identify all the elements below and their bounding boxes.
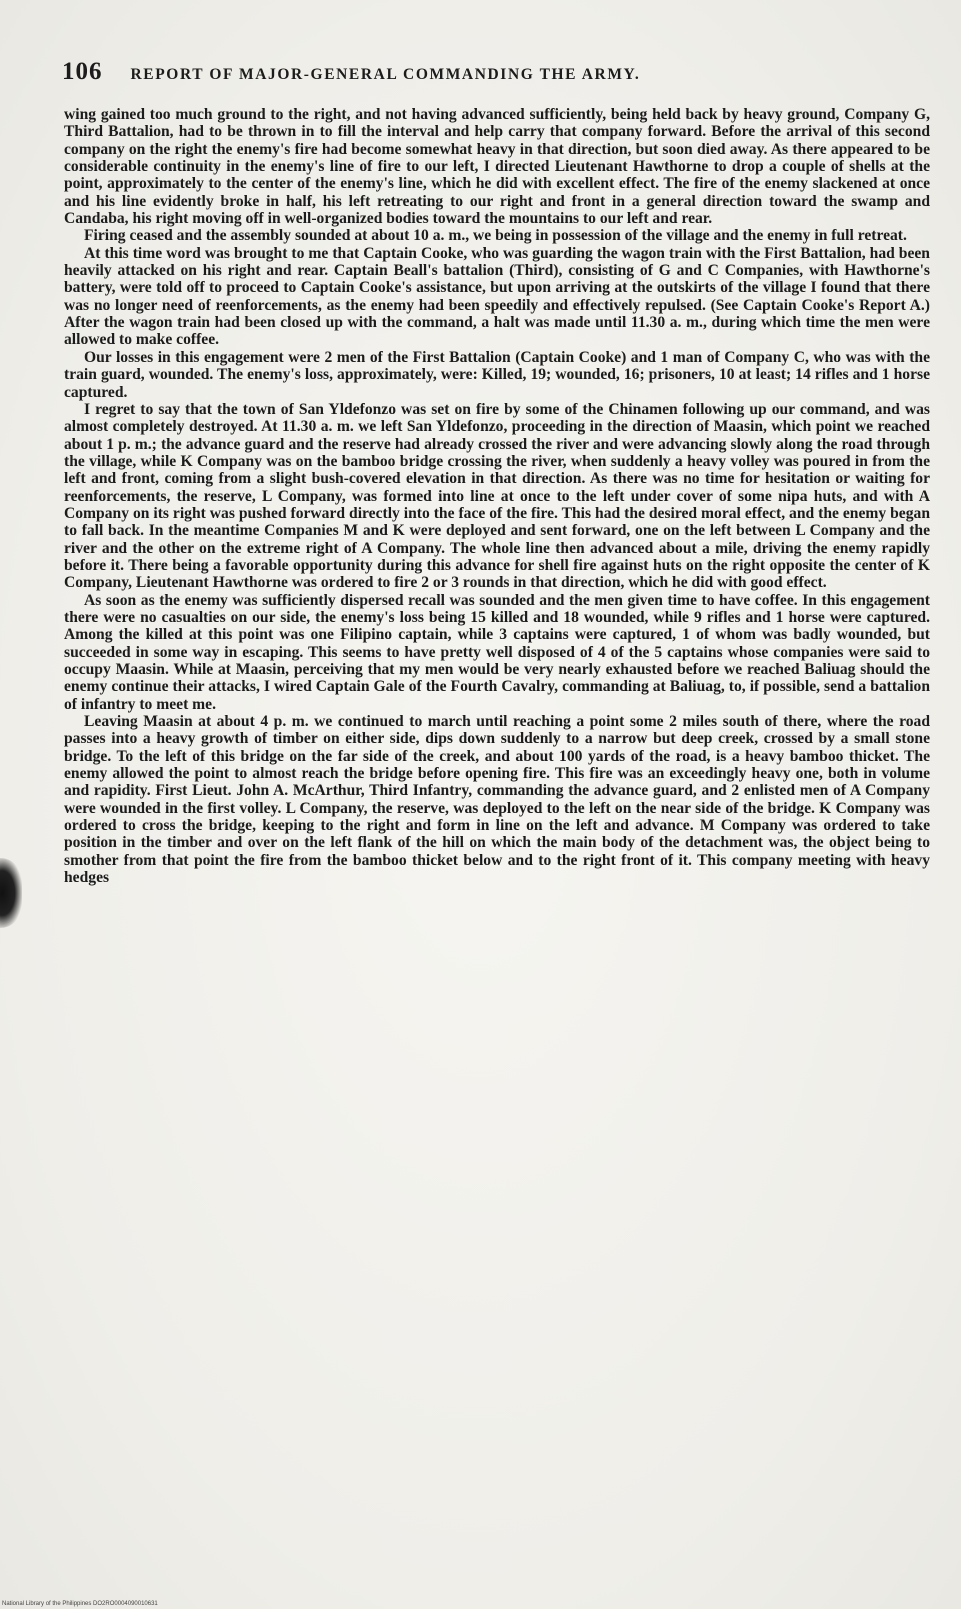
ink-blot-mark [0, 858, 22, 928]
paragraph: I regret to say that the town of San Yldefonzo was set on fire by some of the Chinamen following up our command, and was almost completely destroyed. At 11.30 a. m. we left San Yldefonzo, proceeding in the direction of Maasin, which point we reached about 1 p. m.; the advance guard and the reserve had already crossed the river and were advancing slowly along the road through the village, while K Company was on the bamboo bridge crossing the river, when suddenly a heavy volley was poured in from the left and front, coming from a slight bush-covered elevation in that direction. As there was no time for hesitation or waiting for reenforcements, the reserve, L Company, was formed into line at once to the left under cover of some nipa huts, and with A Company on its right was pushed forward directly into the face of the fire. This had the desired moral effect, and the enemy began to fall back. In the meantime Companies M and K were deployed and sent forward, one on the left between L Company and the river and the other on the extreme right of A Company. The whole line then advanced about a mile, driving the enemy rapidly before it. There being a favorable opportunity during this advance for shell fire against huts on the right opposite the center of K Company, Lieutenant Hawthorne was ordered to fire 2 or 3 rounds in that direction, which he did with good effect. [64, 400, 930, 592]
paragraph: Our losses in this engagement were 2 men of the First Battalion (Captain Cooke) and 1 man of Company C, who was with the train guard, wounded. The enemy's loss, approximately, were: Killed, 19; wounded, 16; prisoners, 10 at least; 14 rifles and 1 horse captured. [64, 348, 930, 401]
running-head: REPORT OF MAJOR-GENERAL COMMANDING THE ARMY. [130, 66, 641, 83]
paragraph: wing gained too much ground to the right, and not having advanced sufficiently, being held back by heavy ground, Company G, Third Battalion, had to be thrown in to fill the interval and help carry that company forward. Before the arrival of this second company on the right the enemy's fire had become somewhat heavy in that direction, but soon died away. As there appeared to be considerable continuity in the enemy's line of fire to our left, I directed Lieutenant Hawthorne to drop a couple of shells at the point, approximately to the center of the enemy's line, which he did with excellent effect. The fire of the enemy slackened at once and his line evidently broke in half, his left retreating to our right and front in a general direction toward the swamp and Candaba, his right moving off in well-organized bodies toward the mountains to our left and rear. [64, 106, 930, 228]
paragraph: At this time word was brought to me that Captain Cooke, who was guarding the wagon train with the First Battalion, had been heavily attacked on his right and rear. Captain Beall's battalion (Third), consisting of G and C Companies, with Hawthorne's battery, were told off to proceed to Captain Cooke's assistance, but upon arriving at the outskirts of the village I found that there was no longer need of reenforcements, as the enemy had been speedily and effectively repulsed. (See Captain Cooke's Report A.) After the wagon train had been closed up with the command, a halt was made until 11.30 a. m., during which time the men were allowed to make coffee. [64, 244, 930, 349]
paragraph: As soon as the enemy was sufficiently dispersed recall was sounded and the men given time to have coffee. In this engagement there were no casualties on our side, the enemy's loss being 15 killed and 18 wounded, while 9 rifles and 1 horse were captured. Among the killed at this point was one Filipino captain, while 3 captains were captured, 1 of whom was badly wounded, but succeeded in some way in escaping. This seems to have pretty well disposed of 4 of the 5 captains whose companies were said to occupy Maasin. While at Maasin, perceiving that my men would be very nearly exhausted before we reached Baliuag should the enemy continue their attacks, I wired Captain Gale of the Fourth Cavalry, commanding at Baliuag, to, if possible, send a battalion of infantry to meet me. [64, 591, 930, 713]
paragraph: Leaving Maasin at about 4 p. m. we continued to march until reaching a point some 2 miles south of there, where the road passes into a heavy growth of timber on either side, dips down suddenly to a narrow but deep creek, crossed by a small stone bridge. To the left of this bridge on the far side of the creek, and about 100 yards of the road, is a heavy bamboo thicket. The enemy allowed the point to almost reach the bridge before opening fire. This fire was an exceedingly heavy one, both in volume and rapidity. First Lieut. John A. McArthur, Third Infantry, commanding the advance guard, and 2 enlisted men of A Company were wounded in the first volley. L Company, the reserve, was deployed to the left on the near side of the bridge. K Company was ordered to cross the bridge, keeping to the right and form in line on the left and advance. M Company was ordered to take position in the timber and over on the left flank of the hill on which the main body of the detachment was, the object being to smother from that point the fire from the bamboo thicket below and to the right front of it. This company meeting with heavy hedges [64, 713, 930, 887]
paragraph: Firing ceased and the assembly sounded at about 10 a. m., we being in possession of the village and the enemy in full retreat. [84, 227, 907, 245]
page-header [62, 58, 922, 92]
report-body [64, 106, 930, 886]
scan-credit: National Library of the Philippines DO2RO0004090010631 [2, 1601, 158, 1607]
page-number: 106 [62, 58, 103, 85]
